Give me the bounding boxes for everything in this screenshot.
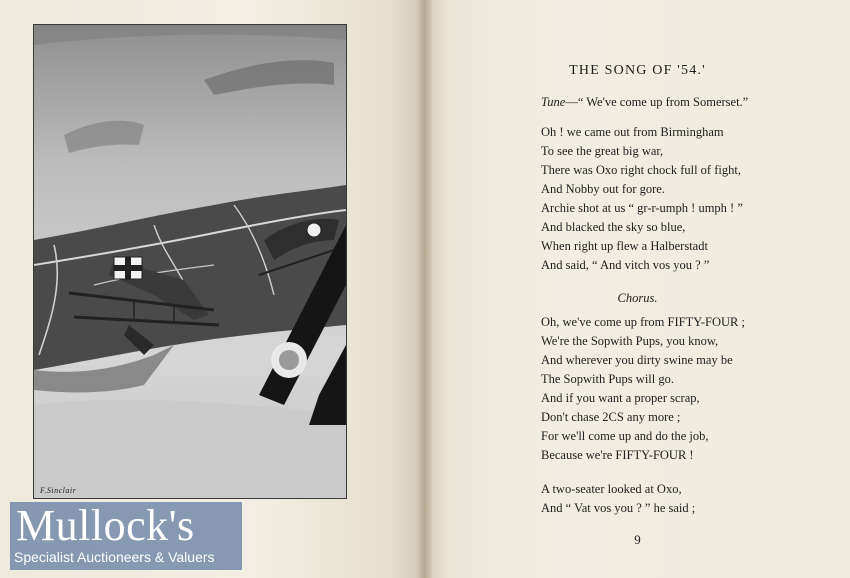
chorus-line: Oh, we've come up from FIFTY-FOUR ; [541, 315, 745, 329]
verse-line: A two-seater looked at Oxo, [541, 482, 682, 496]
illustration-plate [33, 24, 347, 499]
chorus-line: And wherever you dirty swine may be [541, 353, 733, 367]
verse-one [541, 123, 743, 275]
chorus [541, 313, 745, 465]
verse-line: To see the great big war, [541, 144, 664, 158]
verse-line: Archie shot at us “ gr-r-umph ! umph ! ” [541, 201, 743, 215]
chorus-line: For we'll come up and do the job, [541, 429, 709, 443]
verse-line: And said, “ And vitch vos you ? ” [541, 258, 710, 272]
verse-line: When right up flew a Halberstadt [541, 239, 708, 253]
page-number: 9 [634, 532, 641, 547]
auction-watermark [10, 502, 242, 570]
watermark-tagline: Specialist Auctioneers & Valuers [14, 549, 215, 565]
tune-line [541, 95, 748, 110]
verse-line: Oh ! we came out from Birmingham [541, 125, 724, 139]
verse-line: And Nobby out for gore. [541, 182, 665, 196]
dogfight-illustration [34, 25, 346, 498]
watermark-name: Mullock's [16, 501, 195, 550]
artist-signature: F.Sinclair [40, 486, 77, 495]
song-title: THE SONG OF '54.' [569, 63, 706, 78]
chorus-line: The Sopwith Pups will go. [541, 372, 674, 386]
chorus-line: And if you want a proper scrap, [541, 391, 700, 405]
verse-line: And “ Vat vos you ? ” he said ; [541, 501, 696, 515]
chorus-line: Don't chase 2CS any more ; [541, 410, 681, 424]
verse-line: And blacked the sky so blue, [541, 220, 686, 234]
book-gutter [418, 0, 432, 578]
chorus-heading: Chorus. [617, 291, 658, 305]
verse-line: There was Oxo right chock full of fight, [541, 163, 741, 177]
tune-label: Tune [541, 95, 566, 109]
tune-text: —“ We've come up from Somerset.” [565, 95, 749, 109]
chorus-line: We're the Sopwith Pups, you know, [541, 334, 719, 348]
verse-two [541, 480, 695, 518]
chorus-line: Because we're FIFTY-FOUR ! [541, 448, 694, 462]
